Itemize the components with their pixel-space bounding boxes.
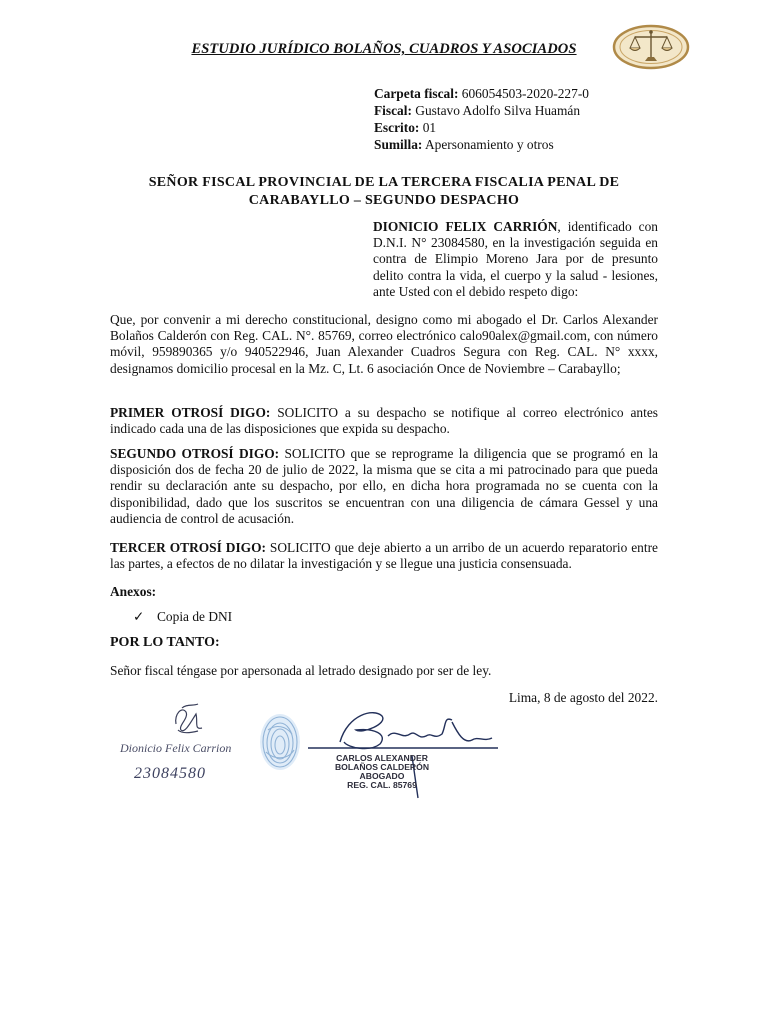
stamp-line-4: REG. CAL. 85769 (347, 780, 417, 790)
fiscal-row: Fiscal: Gustavo Adolfo Silva Huamán (374, 103, 581, 118)
segundo-otrosi-text: SOLICITO que se reprograme la diligencia que se programó en la disposición dos de fecha 20 de julio de 2022, la misma que se cita a mi patrocinado para que pueda rendir su declaración ante su despacho, por ello, en dicha hora programada no se cuenta con la disponibilidad, dado que los suscritos se encuentran con una diligencia de cámara Gessel y una audiencia de control de acusación. (110, 446, 658, 526)
intro-paragraph (373, 219, 658, 300)
segundo-otrosi-paragraph (110, 446, 658, 527)
signature-area (112, 700, 512, 802)
salutation-line-2: CARABAYLLO – SEGUNDO DESPACHO (248, 193, 520, 208)
anexos-title: Anexos: (110, 584, 157, 599)
salutation (120, 174, 648, 210)
salutation-line-1: SEÑOR FISCAL PROVINCIAL DE LA TERCERA FISCALIA PENAL DE (148, 175, 620, 190)
primer-otrosi-paragraph (110, 405, 658, 437)
por-lo-tanto-heading: POR LO TANTO: (110, 635, 220, 650)
fingerprint-icon (260, 714, 300, 770)
client-name: DIONICIO FELIX CARRIÓN (373, 219, 558, 234)
date-line: Lima, 8 de agosto del 2022. (508, 690, 658, 705)
client-handwritten-dni: 23084580 (134, 765, 206, 782)
escrito-row: Escrito: 01 (374, 120, 437, 135)
case-info (374, 86, 674, 154)
stamp-line-2: BOLAÑOS CALDERÓN (334, 762, 430, 772)
stamp-line-3: ABOGADO (359, 771, 405, 781)
scales-of-justice-icon (612, 24, 690, 70)
annex-item-label: Copia de DNI (157, 609, 233, 624)
client-signature (176, 704, 202, 733)
tercer-otrosi-label: TERCER OTROSÍ DIGO: (110, 540, 266, 555)
client-handwritten-name: Dionicio Felix Carrion (120, 741, 232, 755)
primer-otrosi-label: PRIMER OTROSÍ DIGO: (110, 405, 271, 420)
checkmark-icon: ✓ (133, 609, 145, 624)
tercer-otrosi-paragraph (110, 540, 658, 572)
segundo-otrosi-label: SEGUNDO OTROSÍ DIGO: (110, 446, 280, 461)
final-request: Señor fiscal téngase por apersonada al letrado designado por ser de ley. (110, 663, 492, 678)
firm-name: ESTUDIO JURÍDICO BOLAÑOS, CUADROS Y ASOCIADOS (191, 41, 577, 57)
intro-text: , identificado con D.N.I. N° 23084580, en la investigación seguida en contra de Elimpio Moreno Jara por de presunto delito contra la vida, el cuerpo y la salud - lesiones, ante Usted con el debido respeto digo: (373, 219, 658, 299)
annex-item (133, 609, 232, 625)
sumilla-row: Sumilla: Apersonamiento y otros (374, 137, 554, 152)
stamp-line-1: CARLOS ALEXANDER (336, 753, 428, 763)
designation-paragraph: Que, por convenir a mi derecho constitucional, designo como mi abogado el Dr. Carlos Alexander Bolaños Calderón con Reg. CAL. N°. 85769, correo electrónico calo90alex@gmail.com, con número móvil, 959890365 y/o 940522946, Juan Alexander Cuadros Segura con Reg. CAL. N° xxxx, designamos domicilio procesal en la Mz. C, Lt. 6 asociación Once de Noviembre – Carabayllo; (110, 312, 658, 376)
carpeta-row: Carpeta fiscal: 606054503-2020-227-0 (374, 86, 589, 101)
primer-otrosi-text: SOLICITO a su despacho se notifique al correo electrónico antes indicado cada una de las disposiciones que expida su despacho. (110, 405, 658, 437)
tercer-otrosi-text: SOLICITO que deje abierto a un arribo de un acuerdo reparatorio entre las partes, a efectos de no dilatar la investigación y se llegue una justicia consensuada. (110, 540, 658, 572)
lawyer-stamp (335, 753, 429, 790)
